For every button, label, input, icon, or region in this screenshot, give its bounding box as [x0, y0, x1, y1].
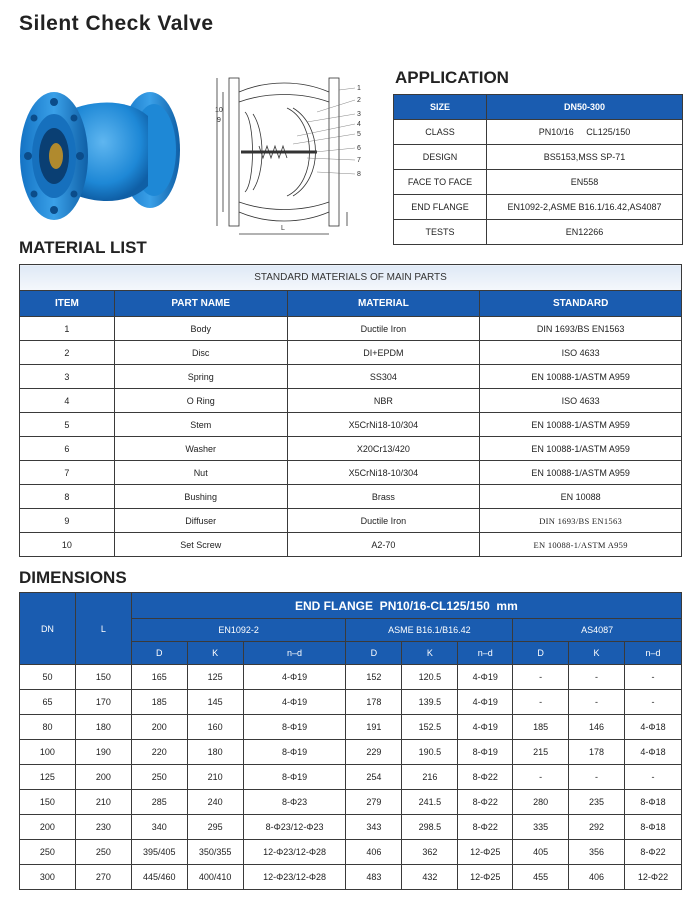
dimension-cell: 190.5	[402, 740, 458, 765]
application-table	[393, 94, 683, 245]
standard-cell: EN 10088-1/ASTM A959	[480, 461, 682, 485]
item-cell: 6	[20, 437, 115, 461]
material-row	[20, 509, 682, 533]
standard-cell: DIN 1693/BS EN1563	[480, 317, 682, 341]
material-row	[20, 317, 682, 341]
sub-header-cell: K	[402, 642, 458, 665]
dimensions-table	[19, 592, 682, 890]
dimensions-row	[20, 815, 682, 840]
dimension-cell: 216	[402, 765, 458, 790]
dimension-cell: 405	[513, 840, 569, 865]
dimension-cell: -	[513, 690, 569, 715]
sub-header-cell: n–d	[624, 642, 681, 665]
dimension-cell: 139.5	[402, 690, 458, 715]
item-cell: 10	[20, 533, 115, 557]
dimension-cell: 250	[131, 765, 187, 790]
dimension-cell: 295	[187, 815, 243, 840]
item-cell: 7	[20, 461, 115, 485]
dimension-cell: 80	[20, 715, 76, 740]
callout-10: 10	[215, 107, 223, 114]
dimension-cell: 12-Φ22	[624, 865, 681, 890]
dimension-cell: 152.5	[402, 715, 458, 740]
dimension-cell: 335	[513, 815, 569, 840]
application-row	[394, 120, 683, 145]
material-cell: X5CrNi18-10/304	[287, 461, 480, 485]
sub-header-cell: K	[187, 642, 243, 665]
col-dn: DN	[20, 593, 76, 665]
dimension-cell: 210	[187, 765, 243, 790]
part-name-cell: O Ring	[114, 389, 287, 413]
valve-section-drawing	[197, 72, 375, 242]
dimensions-header-row	[20, 593, 682, 619]
dimension-cell: 8-Φ23	[243, 790, 346, 815]
dimension-cell: 165	[131, 665, 187, 690]
material-row	[20, 365, 682, 389]
dimension-cell: 150	[20, 790, 76, 815]
dimension-cell: 292	[569, 815, 625, 840]
dimension-cell: -	[513, 765, 569, 790]
dimension-cell: 8-Φ18	[624, 815, 681, 840]
dimension-cell: 445/460	[131, 865, 187, 890]
dimension-cell: 190	[75, 740, 131, 765]
col-material: MATERIAL	[287, 291, 480, 317]
material-body	[20, 317, 682, 557]
item-cell: 4	[20, 389, 115, 413]
application-row	[394, 145, 683, 170]
standard-cell: ISO 4633	[480, 341, 682, 365]
item-cell: 1	[20, 317, 115, 341]
application-row-value: EN12266	[487, 220, 683, 245]
dimension-cell: 8-Φ18	[624, 790, 681, 815]
dimensions-row	[20, 715, 682, 740]
material-heading: MATERIAL LIST	[19, 238, 147, 257]
application-row-label: END FLANGE	[394, 195, 487, 220]
dimension-cell: 12-Φ25	[458, 865, 513, 890]
callout-7: 7	[357, 157, 361, 164]
dimensions-row	[20, 690, 682, 715]
dimension-cell: 178	[346, 690, 402, 715]
dimension-cell: 4-Φ18	[624, 715, 681, 740]
application-row-value: EN558	[487, 170, 683, 195]
dimension-cell: 4-Φ18	[624, 740, 681, 765]
standard-as4087: AS4087	[513, 619, 682, 642]
application-row-label: FACE TO FACE	[394, 170, 487, 195]
dimension-cell: 483	[346, 865, 402, 890]
application-row-value: PN10/16 CL125/150	[487, 120, 683, 145]
material-cell: DI+EPDM	[287, 341, 480, 365]
application-row-value: EN1092-2,ASME B16.1/16.42,AS4087	[487, 195, 683, 220]
dimension-cell: 240	[187, 790, 243, 815]
dimension-cell: 185	[513, 715, 569, 740]
part-name-cell: Washer	[114, 437, 287, 461]
dimension-cell: 50	[20, 665, 76, 690]
material-cell: A2-70	[287, 533, 480, 557]
dimensions-row	[20, 665, 682, 690]
dimension-cell: 220	[131, 740, 187, 765]
dimension-cell: 185	[131, 690, 187, 715]
dimension-cell: -	[513, 665, 569, 690]
dimension-cell: 8-Φ19	[458, 740, 513, 765]
dimension-cell: 250	[20, 840, 76, 865]
callout-9: 9	[217, 117, 221, 124]
dimension-cell: 8-Φ22	[458, 815, 513, 840]
dimension-cell: 300	[20, 865, 76, 890]
part-name-cell: Set Screw	[114, 533, 287, 557]
material-header-row	[20, 291, 682, 317]
application-row-label: TESTS	[394, 220, 487, 245]
standard-cell: EN 10088-1/ASTM A959	[480, 413, 682, 437]
part-name-cell: Body	[114, 317, 287, 341]
dimension-cell: 8-Φ19	[243, 765, 346, 790]
item-cell: 2	[20, 341, 115, 365]
material-cell: Ductile Iron	[287, 317, 480, 341]
sub-header-cell: D	[131, 642, 187, 665]
dimensions-row	[20, 790, 682, 815]
dimension-cell: 280	[513, 790, 569, 815]
item-cell: 8	[20, 485, 115, 509]
callout-2: 2	[357, 97, 361, 104]
col-standard: STANDARD	[480, 291, 682, 317]
dimension-cell: 432	[402, 865, 458, 890]
dimension-cell: 8-Φ22	[458, 790, 513, 815]
application-size-label: SIZE	[394, 95, 487, 120]
material-cell: SS304	[287, 365, 480, 389]
material-cell: Brass	[287, 485, 480, 509]
dimension-cell: 160	[187, 715, 243, 740]
dimension-cell: 4-Φ19	[243, 690, 346, 715]
dimension-cell: 400/410	[187, 865, 243, 890]
dimension-cell: 340	[131, 815, 187, 840]
material-row	[20, 413, 682, 437]
dimension-cell: 8-Φ19	[243, 740, 346, 765]
dimension-cell: 12-Φ25	[458, 840, 513, 865]
dimension-cell: 65	[20, 690, 76, 715]
dimension-cell: -	[569, 665, 625, 690]
dimension-cell: 146	[569, 715, 625, 740]
dimension-cell: 180	[75, 715, 131, 740]
dimension-cell: 180	[187, 740, 243, 765]
standard-asme: ASME B16.1/B16.42	[346, 619, 513, 642]
dimension-cell: -	[624, 765, 681, 790]
item-cell: 5	[20, 413, 115, 437]
application-row	[394, 170, 683, 195]
dimension-cell: 343	[346, 815, 402, 840]
dimension-cell: -	[569, 765, 625, 790]
material-cell: X20Cr13/420	[287, 437, 480, 461]
callout-4: 4	[357, 121, 361, 128]
dimension-cell: 298.5	[402, 815, 458, 840]
dimension-cell: 125	[187, 665, 243, 690]
dimensions-row	[20, 765, 682, 790]
sub-header-cell: K	[569, 642, 625, 665]
dimension-cell: 191	[346, 715, 402, 740]
application-heading: APPLICATION	[395, 68, 509, 87]
dimensions-row	[20, 865, 682, 890]
standard-en1092: EN1092-2	[131, 619, 346, 642]
application-row-label: DESIGN	[394, 145, 487, 170]
part-name-cell: Disc	[114, 341, 287, 365]
dimension-cell: 230	[75, 815, 131, 840]
dimension-cell: 8-Φ19	[243, 715, 346, 740]
dimension-cell: 229	[346, 740, 402, 765]
application-header-row	[394, 95, 683, 120]
dimension-cell: 4-Φ19	[243, 665, 346, 690]
application-row-value: BS5153,MSS SP-71	[487, 145, 683, 170]
valve-photo	[18, 88, 183, 223]
material-row	[20, 461, 682, 485]
dimension-cell: 241.5	[402, 790, 458, 815]
part-name-cell: Spring	[114, 365, 287, 389]
dimension-cell: 250	[75, 840, 131, 865]
material-cell: Ductile Iron	[287, 509, 480, 533]
dimension-cell: 100	[20, 740, 76, 765]
dimension-cell: 8-Φ22	[624, 840, 681, 865]
material-row	[20, 389, 682, 413]
item-cell: 3	[20, 365, 115, 389]
application-row	[394, 220, 683, 245]
dimension-cell: 279	[346, 790, 402, 815]
dimension-cell: 406	[346, 840, 402, 865]
part-name-cell: Stem	[114, 413, 287, 437]
dimension-cell: 210	[75, 790, 131, 815]
sub-header-cell: D	[513, 642, 569, 665]
standard-cell: EN 10088-1/ASTM A959	[480, 365, 682, 389]
material-caption: STANDARD MATERIALS OF MAIN PARTS	[20, 265, 682, 291]
material-row	[20, 485, 682, 509]
sub-header-cell: D	[346, 642, 402, 665]
dimension-cell: -	[624, 665, 681, 690]
dimension-cell: 125	[20, 765, 76, 790]
application-row	[394, 195, 683, 220]
col-item: ITEM	[20, 291, 115, 317]
dimension-cell: 4-Φ19	[458, 715, 513, 740]
part-name-cell: Bushing	[114, 485, 287, 509]
dimension-cell: -	[569, 690, 625, 715]
dimensions-row	[20, 840, 682, 865]
dimension-cell: 8-Φ22	[458, 765, 513, 790]
application-row-label: CLASS	[394, 120, 487, 145]
dimension-cell: 395/405	[131, 840, 187, 865]
dimensions-row	[20, 740, 682, 765]
item-cell: 9	[20, 509, 115, 533]
callout-8: 8	[357, 171, 361, 178]
standard-cell: EN 10088-1/ASTM A959	[480, 437, 682, 461]
dimensions-body	[20, 665, 682, 890]
standard-cell: EN 10088	[480, 485, 682, 509]
dimensions-heading: DIMENSIONS	[19, 568, 127, 587]
material-cell: X5CrNi18-10/304	[287, 413, 480, 437]
material-row	[20, 437, 682, 461]
page-title: Silent Check Valve	[19, 12, 214, 35]
dimension-cell: 254	[346, 765, 402, 790]
dimension-cell: 12-Φ23/12-Φ28	[243, 840, 346, 865]
dimension-cell: 455	[513, 865, 569, 890]
standard-cell: DIN 1693/BS EN1563	[480, 509, 682, 533]
dimension-cell: 4-Φ19	[458, 665, 513, 690]
material-cell: NBR	[287, 389, 480, 413]
callout-1: 1	[357, 85, 361, 92]
dimension-cell: 200	[20, 815, 76, 840]
dimension-cell: 120.5	[402, 665, 458, 690]
dimension-cell: 200	[75, 765, 131, 790]
dimension-cell: 152	[346, 665, 402, 690]
col-part-name: PART NAME	[114, 291, 287, 317]
callout-6: 6	[357, 145, 361, 152]
dimension-l-label: L	[281, 225, 285, 232]
dimension-cell: 350/355	[187, 840, 243, 865]
dimension-cell: 270	[75, 865, 131, 890]
dimension-cell: 215	[513, 740, 569, 765]
end-flange-header: END FLANGE PN10/16-CL125/150 mm	[131, 593, 681, 619]
standard-cell: ISO 4633	[480, 389, 682, 413]
material-row	[20, 341, 682, 365]
col-l: L	[75, 593, 131, 665]
dimension-cell: 145	[187, 690, 243, 715]
dimension-cell: 362	[402, 840, 458, 865]
dimension-cell: -	[624, 690, 681, 715]
sub-header-cell: n–d	[243, 642, 346, 665]
material-table	[19, 264, 682, 557]
dimension-cell: 200	[131, 715, 187, 740]
material-row	[20, 533, 682, 557]
dimension-cell: 150	[75, 665, 131, 690]
dimension-cell: 406	[569, 865, 625, 890]
dimension-cell: 178	[569, 740, 625, 765]
application-size-value: DN50-300	[487, 95, 683, 120]
material-caption-row	[20, 265, 682, 291]
dimension-cell: 4-Φ19	[458, 690, 513, 715]
dimension-cell: 285	[131, 790, 187, 815]
callout-5: 5	[357, 131, 361, 138]
dimension-cell: 8-Φ23/12-Φ23	[243, 815, 346, 840]
part-name-cell: Nut	[114, 461, 287, 485]
part-name-cell: Diffuser	[114, 509, 287, 533]
standard-cell: EN 10088-1/ASTM A959	[480, 533, 682, 557]
sub-header-cell: n–d	[458, 642, 513, 665]
callout-3: 3	[357, 111, 361, 118]
dimension-cell: 235	[569, 790, 625, 815]
dimension-cell: 12-Φ23/12-Φ28	[243, 865, 346, 890]
dimension-cell: 170	[75, 690, 131, 715]
dimension-cell: 356	[569, 840, 625, 865]
